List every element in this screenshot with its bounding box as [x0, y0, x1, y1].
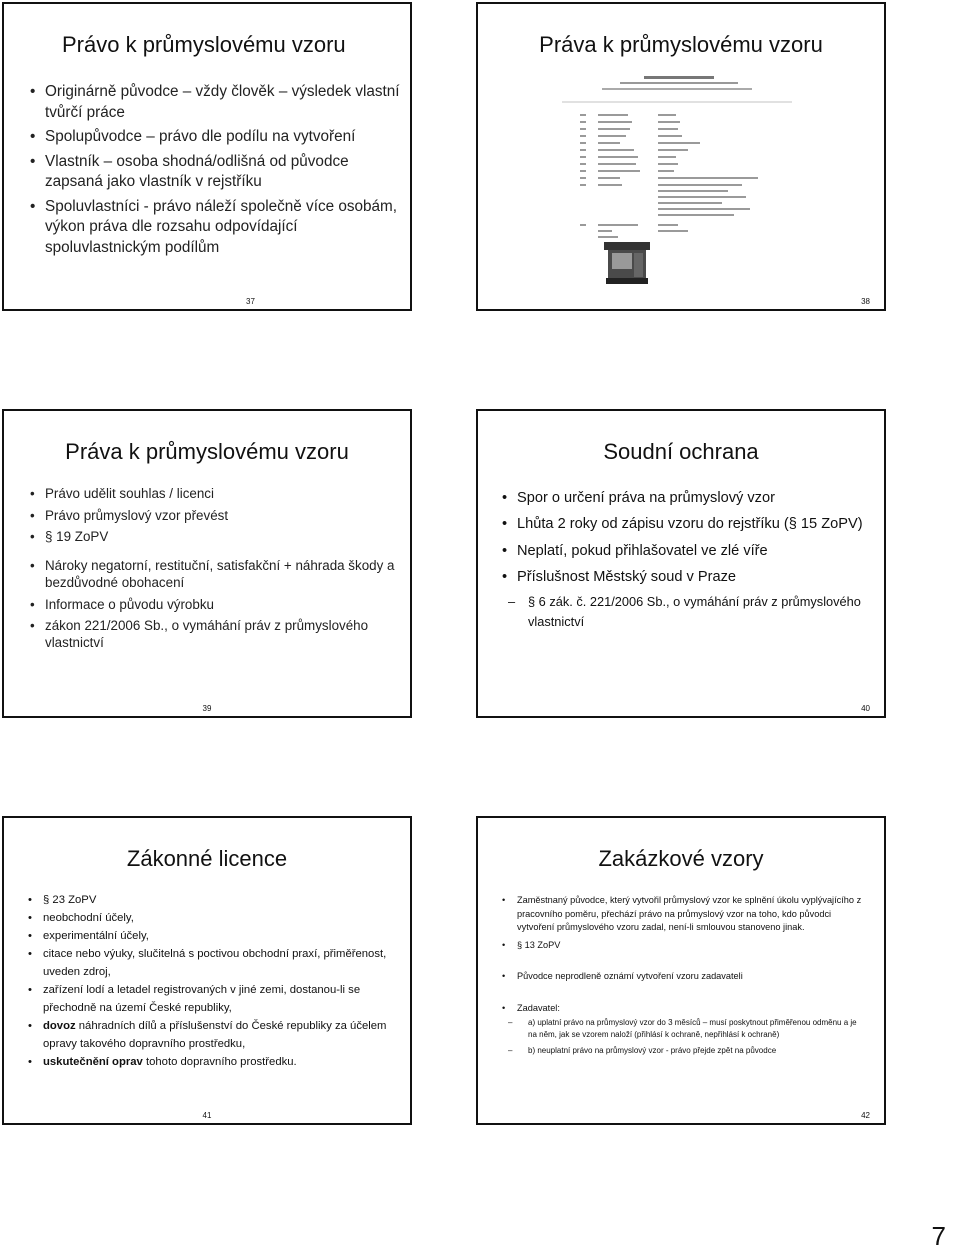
bold-text: dovoz	[43, 1020, 76, 1032]
list-item: • § 13 ZoPV	[502, 939, 862, 953]
slide-40	[476, 409, 886, 718]
list-item: • § 23 ZoPV	[28, 891, 398, 909]
list-item: • Originárně původce – vždy člověk – výsledek vlastní tvůrčí práce	[30, 82, 400, 123]
list-item: • zařízení lodí a letadel registrovaných v jiné zemi, dostanou-li se přechodně na území České republiky,	[28, 981, 398, 1017]
list-item: • Zadavatel:	[502, 1002, 862, 1016]
list-item: • Spor o určení práva na průmyslový vzor	[502, 488, 872, 508]
bullet-list	[30, 82, 400, 258]
sub-list-item: – b) neuplatní právo na průmyslový vzor - právo přejde zpět na původce	[502, 1045, 862, 1057]
list-item: • Příslušnost Městský soud v Praze	[502, 567, 872, 587]
sub-list-item: – a) uplatní právo na průmyslový vzor do 3 měsíců – musí poskytnout přiměřenou odměnu a je na něm, jak se vzorem naloží (přihlásí k ochraně, nepřihlásí k ochraně)	[502, 1017, 862, 1041]
page-number: 7	[931, 1221, 946, 1251]
kiosk-photo	[604, 242, 650, 284]
slide-title: Právo k průmyslovému vzoru	[62, 32, 346, 57]
slide-number: 41	[202, 1111, 212, 1120]
bullet-list	[28, 891, 398, 1071]
list-item: • Právo průmyslový vzor převést	[30, 508, 400, 525]
slide-37	[2, 2, 412, 311]
slide-39	[2, 409, 412, 718]
slide-title: Soudní ochrana	[603, 439, 759, 464]
bullet-list	[502, 488, 872, 632]
list-item: • Právo udělit souhlas / licenci	[30, 486, 400, 503]
bullet-list	[30, 486, 400, 652]
list-item: • Neplatí, pokud přihlašovatel ve zlé víře	[502, 541, 872, 561]
list-item: • Původce neprodleně oznámí vytvoření vzoru zadavateli	[502, 970, 862, 984]
list-item: • § 19 ZoPV	[30, 529, 400, 546]
list-item: • Informace o původu výrobku	[30, 597, 400, 614]
list-item: • Lhůta 2 roky od zápisu vzoru do rejstříku (§ 15 ZoPV)	[502, 514, 872, 534]
list-item: • citace nebo výuky, slučitelná s poctivou obchodní praxí, přiměřenost, uveden zdroj,	[28, 945, 398, 981]
list-item: • neobchodní účely,	[28, 909, 398, 927]
slide-38	[476, 2, 886, 311]
bullet-list	[502, 894, 862, 1057]
slide-42	[476, 816, 886, 1125]
slide-title: Zakázkové vzory	[598, 846, 764, 871]
list-item: • dovoz náhradních dílů a příslušenství do České republiky za účelem opravy takového dopravního prostředku,	[28, 1017, 398, 1053]
slide-number: 38	[861, 297, 870, 306]
slide-number: 42	[861, 1111, 870, 1120]
slide-number: 39	[202, 704, 212, 713]
list-item: • experimentální účely,	[28, 927, 398, 945]
slide-number: 40	[861, 704, 870, 713]
list-item: • Spolupůvodce – právo dle podílu na vytvoření	[30, 127, 400, 148]
slide-title: Práva k průmyslovému vzoru	[539, 32, 823, 57]
list-item: • Nároky negatorní, restituční, satisfakční + náhrada škody a bezdůvodné obohacení	[30, 558, 400, 591]
bold-text: uskutečnění oprav	[43, 1056, 143, 1068]
list-item: • uskutečnění oprav tohoto dopravního prostředku.	[28, 1053, 398, 1071]
sub-list-item: – § 6 zák. č. 221/2006 Sb., o vymáhání práv z průmyslového vlastnictví	[502, 592, 872, 632]
slide-41	[2, 816, 412, 1125]
slide-title: Zákonné licence	[126, 846, 288, 871]
registry-extract-image	[562, 74, 792, 286]
list-item: • zákon 221/2006 Sb., o vymáhání práv z průmyslového vlastnictví	[30, 618, 400, 651]
list-item: • Spoluvlastníci - právo náleží společně více osobám, výkon práva dle rozsahu odpovídající spoluvlastnickým podílům	[30, 197, 400, 259]
list-item: • Zaměstnaný původce, který vytvořil průmyslový vzor ke splnění úkolu vyplývajícího z pracovního poměru, přechází právo na průmyslový vzor na toho, kdo původci vytvoření průmyslového vzoru zadal, není-li smlouvou stanoveno jinak.	[502, 894, 862, 935]
slide-title: Práva k průmyslovému vzoru	[65, 439, 349, 464]
slide-number: 37	[246, 297, 255, 306]
list-item: • Vlastník – osoba shodná/odlišná od původce zapsaná jako vlastník v rejstříku	[30, 152, 400, 193]
